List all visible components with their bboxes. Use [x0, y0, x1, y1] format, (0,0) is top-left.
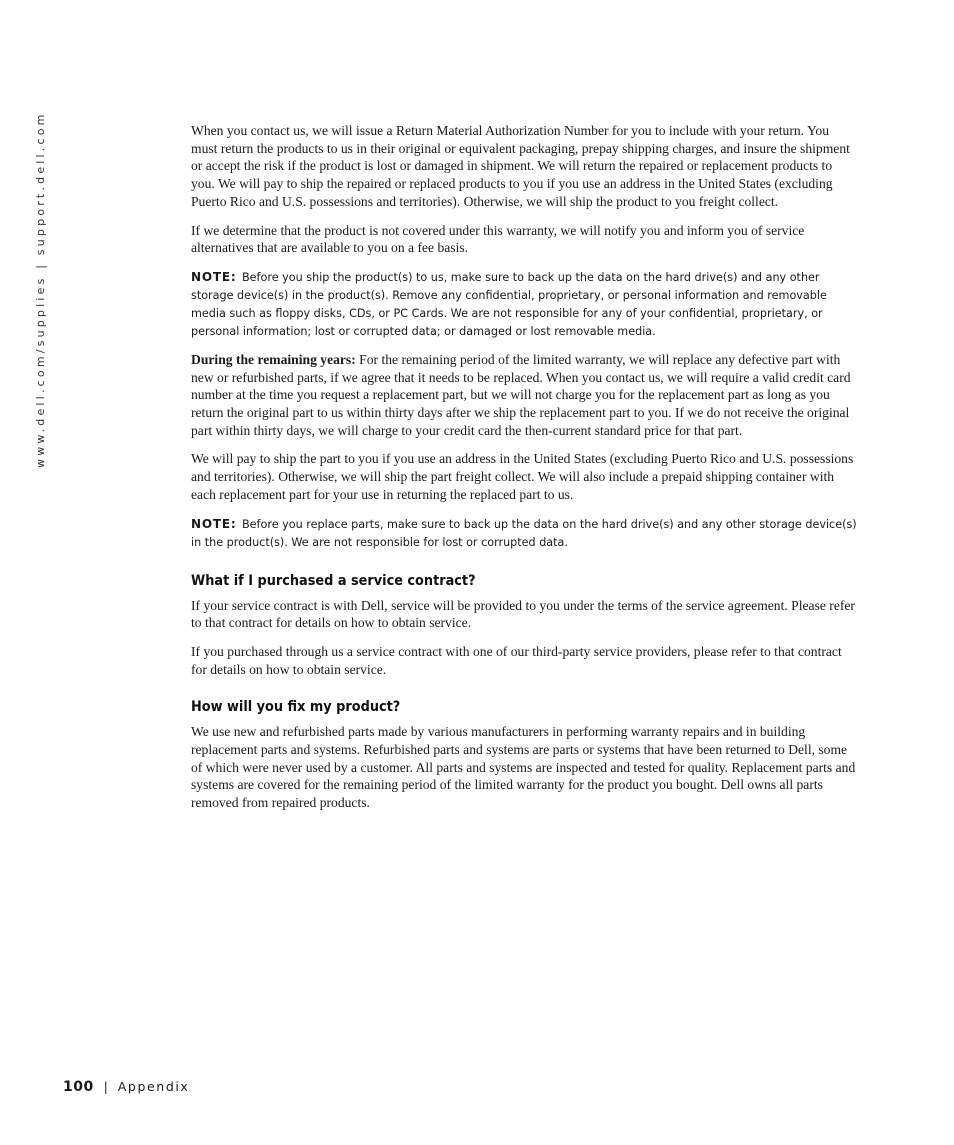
- paragraph-lead: During the remaining years:: [191, 351, 356, 367]
- paragraph-return-authorization: When you contact us, we will issue a Return Material Authorization Number for you to include with your return. You must return the products to us in their original or equivalent packaging, prepay shipping charges, and insure the shipment or accept the risk if the product is lost or damaged in shipment. We will return the repaired or replacement products to you. We will pay to ship the repaired or replaced products to you if you use an address in the United States (excluding Puerto Rico and U.S. possessions and territories). Otherwise, we will ship the product to you freight collect.: [191, 123, 850, 209]
- note-backup-before-replace: [191, 515, 857, 552]
- note-text: Before you ship the product(s) to us, make sure to back up the data on the hard drive(s) and any other storage device(s) in the product(s). Remove any confidential, proprietary, or personal information and removable media such as floppy disks, CDs, or PC Cards. We are not responsible for any of your confidential, proprietary, or personal information; lost or corrupted data; or damaged or lost removable media.: [191, 270, 827, 338]
- paragraph-text: For the remaining period of the limited warranty, we will replace any defective part with new or refurbished parts, if we agree that it needs to be replaced. When you contact us, we will require a valid credit card number at the time you request a replacement part, but we will not charge you for the replacement part as long as you return the original part to us within thirty days after we ship the replacement part to you. If we do not receive the original part within thirty days, we will charge to your credit card the then-current standard price for that part.: [191, 351, 851, 438]
- note-label: NOTE:: [191, 516, 237, 531]
- heading-service-contract: What if I purchased a service contract?: [191, 572, 476, 589]
- paragraph-third-party-contract: If you purchased through us a service contract with one of our third-party service providers, please refer to that contract for details on how to obtain service.: [191, 643, 842, 677]
- footer-separator: |: [103, 1080, 108, 1094]
- note-label: NOTE:: [191, 269, 237, 284]
- note-backup-before-ship: [191, 268, 857, 341]
- sidebar-url: www.dell.com/supplies | support.dell.com: [34, 111, 47, 468]
- paragraph-remaining-years: [191, 351, 857, 440]
- paragraph-shipping: We will pay to ship the part to you if you use an address in the United States (excluding Puerto Rico and U.S. possessions and territories). Otherwise, we will ship the part freight collect. We will also include a prepaid shipping container with each replacement part for your use in returning the replaced part to us.: [191, 451, 854, 502]
- paragraph-not-covered: If we determine that the product is not covered under this warranty, we will notify you and inform you of service alternatives that are available to you on a fee basis.: [191, 222, 805, 256]
- paragraph-dell-contract: If your service contract is with Dell, service will be provided to you under the terms of the service agreement. Please refer to that contract for details on how to obtain service.: [191, 597, 855, 631]
- heading-fix-product: How will you fix my product?: [191, 699, 401, 716]
- page-number: 100: [63, 1079, 94, 1095]
- note-text: Before you replace parts, make sure to back up the data on the hard drive(s) and any other storage device(s) in the product(s). We are not responsible for lost or corrupted data.: [191, 517, 857, 549]
- main-content: [191, 122, 857, 823]
- page-footer: [63, 1076, 189, 1095]
- paragraph-refurbished-parts: We use new and refurbished parts made by various manufacturers in performing warranty repairs and in building replacement parts and systems. Refurbished parts and systems are parts or systems that have been returned to Dell, some of which were never used by a customer. All parts and systems are inspected and tested for quality. Replacement parts and systems are covered for the remaining period of the limited warranty for the product you bought. Dell owns all parts removed from repaired products.: [191, 724, 856, 811]
- footer-section-name: Appendix: [117, 1079, 190, 1094]
